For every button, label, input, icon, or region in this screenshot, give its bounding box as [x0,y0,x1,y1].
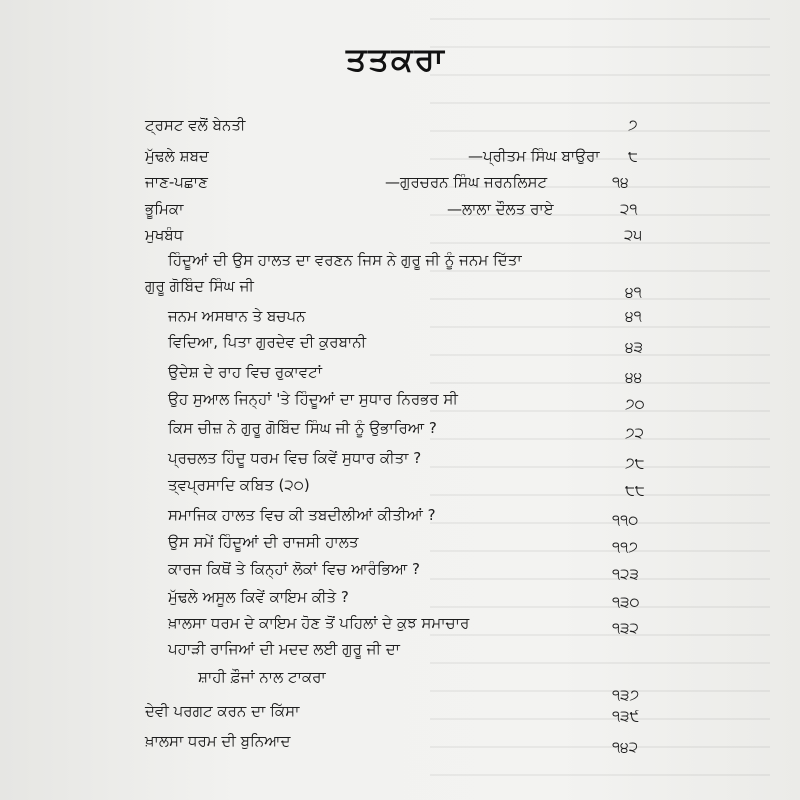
toc-entry-title: ਮੁੱਢਲੇ ਅਸੂਲ ਕਿਵੇਂ ਕਾਇਮ ਕੀਤੇ ? [168,588,349,606]
toc-entry-page: ੧੨੩ [612,565,639,583]
toc-entry-page: ੪੧ [625,283,642,301]
toc-entry-title: ਕਾਰਜ ਕਿਥੋਂ ਤੇ ਕਿਨ੍ਹਾਂ ਲੋਕਾਂ ਵਿਚ ਆਰੰਭਿਆ ? [168,560,420,578]
toc-entry-title: ਵਿਦਿਆ, ਪਿਤਾ ਗੁਰਦੇਵ ਦੀ ਕੁਰਬਾਨੀ [168,333,367,351]
toc-entry-title: ਟ੍ਰਸਟ ਵਲੋਂ ਬੇਨਤੀ [145,116,246,134]
toc-entry-title: ਉਸ ਸਮੇਂ ਹਿੰਦੂਆਂ ਦੀ ਰਾਜਸੀ ਹਾਲਤ [168,533,359,551]
toc-entry-title: ਦੇਵੀ ਪਰਗਟ ਕਰਨ ਦਾ ਕਿੱਸਾ [145,702,300,720]
toc-entry-page: ੭ [628,116,638,134]
toc-entry-title: ਪਹਾੜੀ ਰਾਜਿਆਂ ਦੀ ਮਦਦ ਲਈ ਗੁਰੂ ਜੀ ਦਾ [168,640,400,658]
toc-entry-title: ਜਾਣ-ਪਛਾਣ [145,173,208,191]
toc-entry-page: ੨੧ [620,200,638,218]
toc-entry-page: ੮੮ [625,481,645,499]
toc-entry-title: ਮੁਖਬੰਧ [145,226,184,244]
toc-entry-page: ੪੩ [625,338,643,356]
toc-entry-title: ਸ਼ਾਹੀ ਫ਼ੌਜਾਂ ਨਾਲ ਟਾਕਰਾ [198,668,326,686]
toc-entry-title: ਉਦੇਸ਼ ਦੇ ਰਾਹ ਵਿਚ ਰੁਕਾਵਟਾਂ [168,363,322,381]
toc-entry-title: ਗੁਰੂ ਗੋਬਿੰਦ ਸਿੰਘ ਜੀ [145,277,254,295]
toc-entry-title: ਮੁੱਢਲੇ ਸ਼ਬਦ [145,147,209,165]
toc-entry-page: ੭੮ [625,454,645,472]
toc-entry-page: ੨੫ [624,226,643,244]
toc-entry-page: ੪੪ [625,368,643,386]
toc-entry-page: ੭੨ [625,424,645,442]
toc-entry-title: ਹਿੰਦੂਆਂ ਦੀ ਉਸ ਹਾਲਤ ਦਾ ਵਰਣਨ ਜਿਸ ਨੇ ਗੁਰੂ ਜੀ ਨੂੰ ਜਨਮ ਦਿੱਤਾ [168,251,522,269]
toc-entry-title: ਕਿਸ ਚੀਜ਼ ਨੇ ਗੁਰੂ ਗੋਬਿੰਦ ਸਿੰਘ ਜੀ ਨੂੰ ਉਭਾਰਿਆ ? [168,419,437,437]
toc-entry-page: ੧੪੨ [612,738,639,756]
toc-entry-title: ਤ੍ਵਪ੍ਰਸਾਦਿ ਕਬਿਤ (੨੦) [168,476,310,494]
toc-entry-page: ੪੧ [625,307,642,325]
toc-entry-title: ਸਮਾਜਿਕ ਹਾਲਤ ਵਿਚ ਕੀ ਤਬਦੀਲੀਆਂ ਕੀਤੀਆਂ ? [168,506,436,524]
toc-entry-page: ੧੩੦ [612,593,640,611]
toc-entry-title: ਜਨਮ ਅਸਥਾਨ ਤੇ ਬਚਪਨ [168,307,306,325]
toc-entry-title: ਖ਼ਾਲਸਾ ਧਰਮ ਦੇ ਕਾਇਮ ਹੋਣ ਤੋਂ ਪਹਿਲਾਂ ਦੇ ਕੁਝ ਸਮਾਚਾਰ [168,614,470,632]
toc-entry-page: ੧੩੭ [612,686,640,704]
toc-entry-title: ਪ੍ਰਚਲਤ ਹਿੰਦੂ ਧਰਮ ਵਿਚ ਕਿਵੇਂ ਸੁਧਾਰ ਕੀਤਾ ? [168,449,422,467]
toc-entry-page: ੭੦ [625,395,645,413]
toc-entry-title: ਭੂਮਿਕਾ [145,200,184,218]
toc-entry-page: ੧੧੭ [612,538,638,556]
toc-entry-title: ਉਹ ਸੁਆਲ ਜਿਨ੍ਹਾਂ 'ਤੇ ਹਿੰਦੂਆਂ ਦਾ ਸੁਧਾਰ ਨਿਰਭਰ ਸੀ [168,390,458,408]
toc-entry-author: —ਲਾਲਾ ਦੌਲਤ ਰਾਏ [447,200,554,218]
toc-entry-page: ੧੪ [612,173,629,191]
bleed-through-text [430,0,770,800]
toc-entry-page: ੧੩੨ [612,619,639,637]
toc-entry-author: —ਗੁਰਚਰਨ ਸਿੰਘ ਜਰਨਲਿਸਟ [385,173,548,191]
toc-entry-author: —ਪ੍ਰੀਤਮ ਸਿੰਘ ਬਾਉਰਾ [468,147,600,165]
toc-entry-title: ਖ਼ਾਲਸਾ ਧਰਮ ਦੀ ਬੁਨਿਆਦ [145,732,291,750]
toc-entry-page: ੮ [628,147,638,165]
toc-entry-page: ੧੩੯ [612,707,640,725]
page-title: ਤਤਕਰਾ [346,40,446,78]
toc-entry-page: ੧੧੦ [612,511,639,529]
